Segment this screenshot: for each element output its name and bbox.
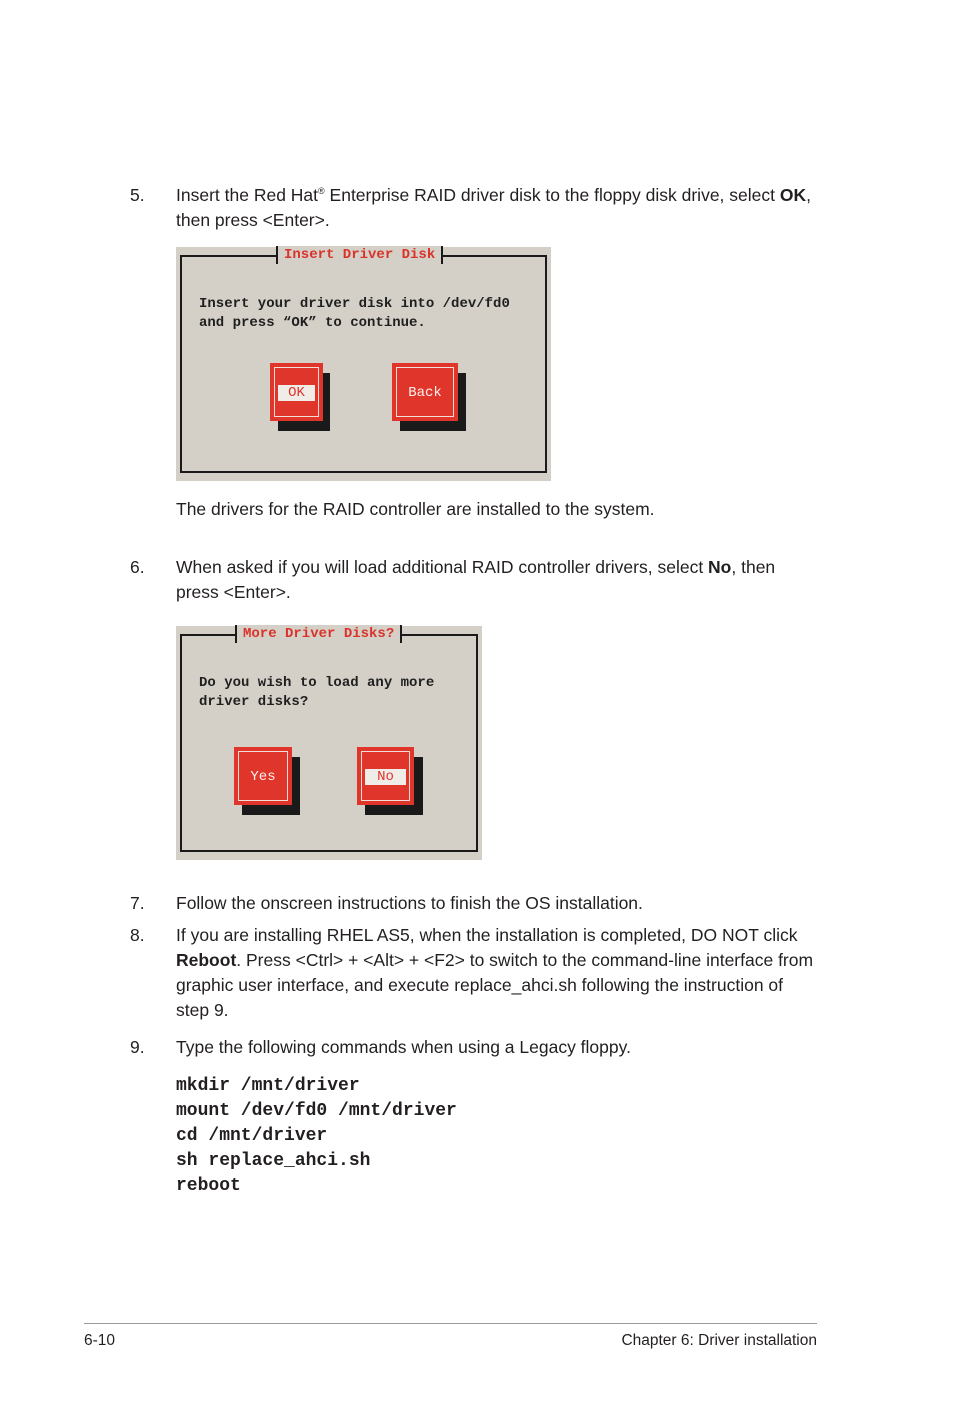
dialog-message: Insert your driver disk into /dev/fd0 and press “OK” to continue. bbox=[199, 296, 510, 331]
chapter-title: Chapter 6: Driver installation bbox=[621, 1332, 817, 1349]
dialog-frame bbox=[180, 626, 478, 852]
insert-driver-disk-dialog bbox=[176, 247, 551, 481]
step-5-note: The drivers for the RAID controller are installed to the system. bbox=[176, 499, 655, 519]
step-6 bbox=[130, 555, 820, 605]
command-line: mount /dev/fd0 /mnt/driver bbox=[176, 1101, 457, 1121]
no-button-label: No bbox=[365, 769, 406, 785]
step-number: 5. bbox=[130, 185, 145, 205]
command-line: cd /mnt/driver bbox=[176, 1126, 328, 1146]
back-button-label: Back bbox=[408, 385, 442, 401]
step-number: 8. bbox=[130, 925, 145, 945]
step-number: 7. bbox=[130, 893, 145, 913]
dialog-title: More Driver Disks? bbox=[235, 625, 402, 643]
no-button[interactable] bbox=[357, 747, 414, 805]
step-number: 6. bbox=[130, 557, 145, 577]
registered-mark: ® bbox=[318, 186, 325, 196]
yes-button-label: Yes bbox=[250, 769, 276, 785]
step-7 bbox=[130, 891, 820, 916]
more-driver-disks-dialog bbox=[176, 626, 482, 860]
back-button[interactable] bbox=[392, 363, 458, 421]
page-number: 6-10 bbox=[84, 1332, 116, 1349]
step-9 bbox=[130, 1035, 820, 1060]
footer-divider bbox=[84, 1323, 817, 1324]
bold-ok: OK bbox=[779, 185, 807, 205]
step-text: Insert the Red Hat® Enterprise RAID driver disk to the floppy disk drive, select OK, then press <Enter>. bbox=[176, 185, 811, 230]
command-line: sh replace_ahci.sh bbox=[176, 1151, 371, 1171]
ok-button[interactable] bbox=[270, 363, 323, 421]
step-text: If you are installing RHEL AS5, when the installation is completed, DO NOT click Reboot. Press <Ctrl> + <Alt> + <F2> to switch to the command-line interface from graphic user interface, and execute replace_ahci.sh following the instruction of step 9. bbox=[176, 925, 814, 1020]
step-text: Type the following commands when using a Legacy floppy. bbox=[176, 1037, 631, 1057]
dialog-title: Insert Driver Disk bbox=[276, 246, 443, 264]
dialog-frame bbox=[180, 247, 547, 473]
step-text: When asked if you will load additional RAID controller drivers, select No, then press <Enter>. bbox=[176, 557, 776, 602]
command-line: reboot bbox=[176, 1176, 241, 1196]
step-text: Follow the onscreen instructions to finish the OS installation. bbox=[176, 893, 643, 913]
ok-button-label: OK bbox=[278, 385, 315, 401]
bold-no: No bbox=[708, 557, 732, 577]
step-5 bbox=[130, 183, 820, 233]
yes-button[interactable] bbox=[234, 747, 292, 805]
step-number: 9. bbox=[130, 1037, 145, 1057]
dialog-message: Do you wish to load any more driver disks? bbox=[199, 675, 435, 710]
step-8 bbox=[130, 923, 820, 1023]
command-block bbox=[176, 1074, 457, 1199]
bold-reboot: Reboot bbox=[176, 950, 237, 970]
command-line: mkdir /mnt/driver bbox=[176, 1076, 360, 1096]
